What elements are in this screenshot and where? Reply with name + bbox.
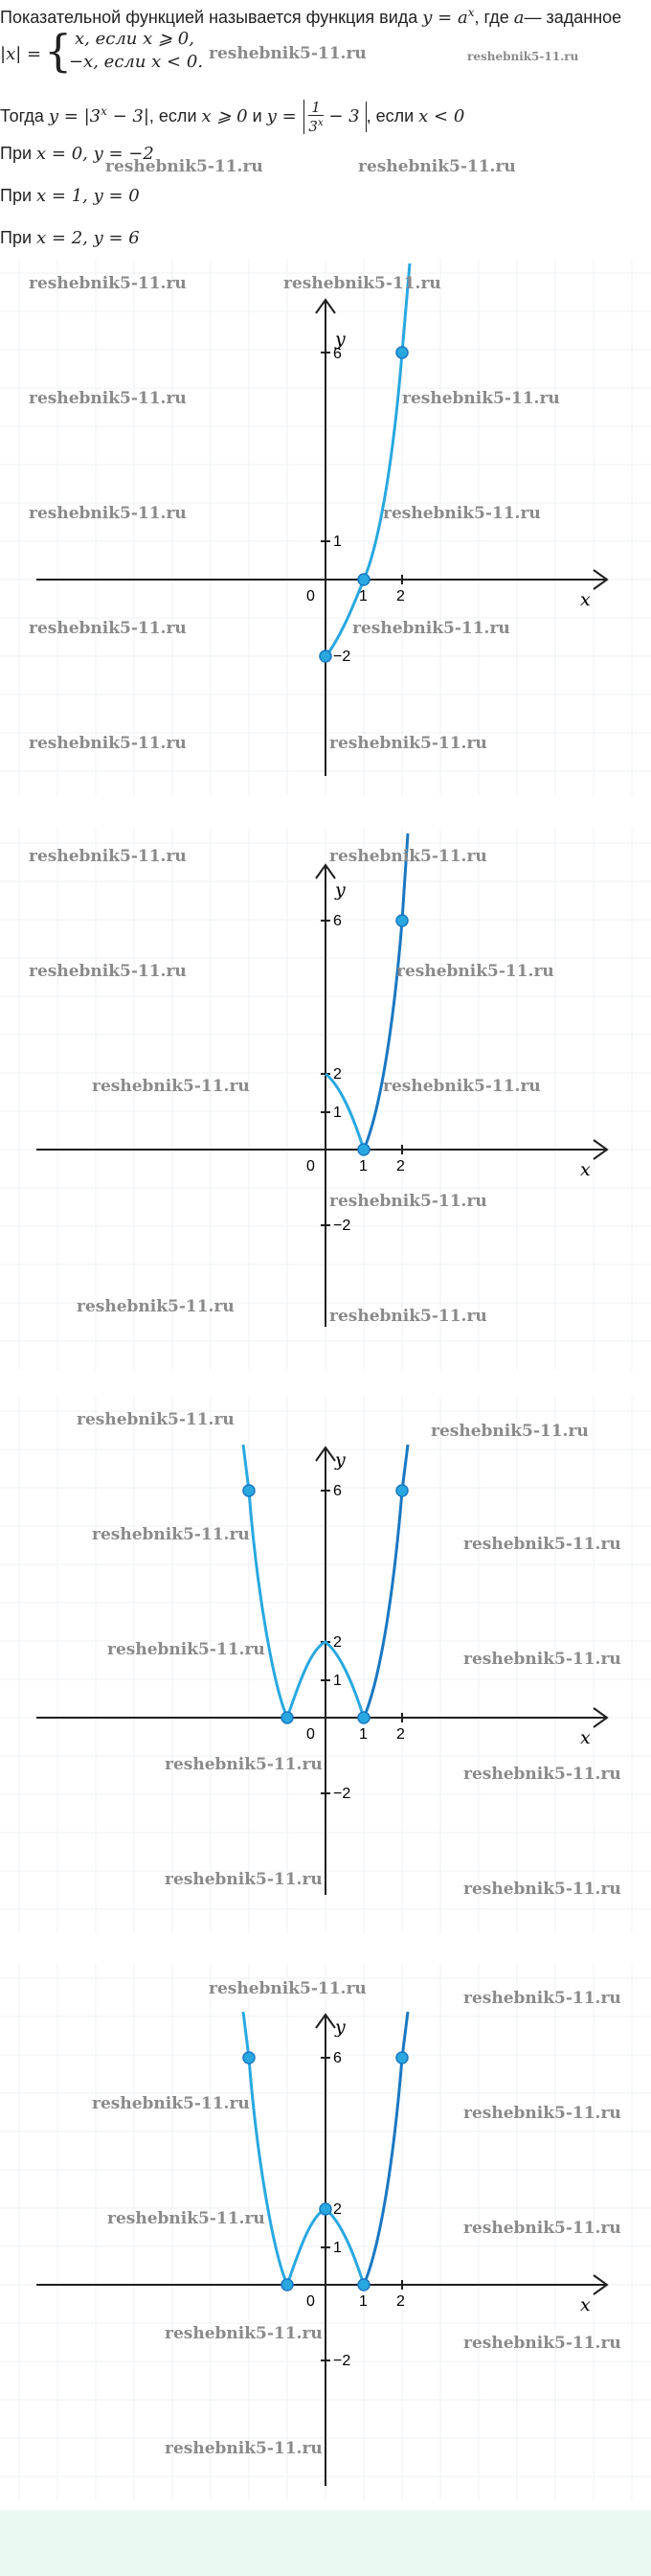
x-tick-1: 1 <box>359 588 368 604</box>
x-tick-2: 2 <box>396 2293 405 2310</box>
y-tick-6: 6 <box>333 346 342 362</box>
watermark: reshebnik5-11.ru <box>329 1192 487 1211</box>
y-tick-1: 1 <box>333 534 342 550</box>
watermark: reshebnik5-11.ru <box>165 1870 323 1889</box>
y-tick-neg2: −2 <box>333 1218 351 1234</box>
abs-brace: { <box>44 25 73 77</box>
then-if1: , если <box>148 105 202 125</box>
y-tick-2: 2 <box>333 1066 342 1083</box>
origin-label: 0 <box>306 1158 315 1174</box>
origin-label: 0 <box>306 1726 315 1743</box>
point-1-0 <box>358 1712 370 1723</box>
x-tick-2: 2 <box>396 1726 405 1743</box>
x-tick-1: 1 <box>359 2293 368 2310</box>
watermark: reshebnik5-11.ru <box>329 1307 487 1326</box>
watermark: reshebnik5-11.ru <box>396 962 554 981</box>
point-0-2 <box>320 2203 331 2215</box>
x-axis-label: x <box>580 1159 591 1180</box>
point-1-0 <box>358 574 370 585</box>
watermark: reshebnik5-11.ru <box>29 734 187 753</box>
watermark: reshebnik5-11.ru <box>165 2324 323 2343</box>
watermark: reshebnik5-11.ru <box>209 44 367 63</box>
y-tick-1: 1 <box>333 1105 342 1121</box>
watermark: reshebnik5-11.ru <box>107 2209 265 2228</box>
point-2-6 <box>396 2052 408 2063</box>
watermark: reshebnik5-11.ru <box>358 157 516 176</box>
watermark: reshebnik5-11.ru <box>29 504 187 523</box>
x-tick-1: 1 <box>359 1158 368 1174</box>
watermark: reshebnik5-11.ru <box>165 2439 323 2458</box>
watermark: reshebnik5-11.ru <box>463 1989 621 2008</box>
y-axis-label: y <box>335 1449 346 1470</box>
watermark: reshebnik5-11.ru <box>463 2334 621 2353</box>
watermark: reshebnik5-11.ru <box>329 847 487 866</box>
watermark: reshebnik5-11.ru <box>329 734 487 753</box>
y-tick-neg2: −2 <box>333 1786 351 1802</box>
graph-2 <box>0 829 651 1370</box>
watermark: reshebnik5-11.ru <box>105 157 263 176</box>
origin-label: 0 <box>306 2293 315 2310</box>
watermark: reshebnik5-11.ru <box>92 1525 250 1544</box>
point-2-6 <box>396 1485 408 1496</box>
y-tick-6: 6 <box>333 1483 342 1499</box>
then-formula2: y = <box>266 105 303 126</box>
watermark: reshebnik5-11.ru <box>463 1765 621 1784</box>
watermark: reshebnik5-11.ru <box>283 274 441 293</box>
watermark: reshebnik5-11.ru <box>107 1640 265 1659</box>
formula-y-ax: $y = a^x$ <box>422 6 475 28</box>
definition-where: , где <box>474 8 514 27</box>
x-axis-label: x <box>580 589 591 610</box>
watermark: reshebnik5-11.ru <box>467 50 579 63</box>
x-tick-2: 2 <box>396 1158 405 1174</box>
point-1-0 <box>358 2279 370 2291</box>
y-tick-2: 2 <box>333 2201 342 2218</box>
point-root-left <box>281 2279 293 2291</box>
y-tick-neg2: −2 <box>333 649 351 665</box>
watermark: reshebnik5-11.ru <box>352 619 510 638</box>
value-at-1: При x = 1, y = 0 <box>0 186 140 206</box>
point-2-6 <box>396 915 408 926</box>
watermark: reshebnik5-11.ru <box>463 1650 621 1669</box>
abs-case1: x, если x ⩾ 0, <box>75 29 194 49</box>
x-axis-label: x <box>580 1727 591 1748</box>
watermark: reshebnik5-11.ru <box>431 1422 589 1441</box>
footer-band <box>0 2510 651 2576</box>
then-and: и <box>247 105 267 125</box>
abs-lhs: |x| = <box>0 44 42 64</box>
watermark: reshebnik5-11.ru <box>92 1077 250 1096</box>
watermark: reshebnik5-11.ru <box>209 1979 367 1998</box>
watermark: reshebnik5-11.ru <box>383 504 541 523</box>
graph-1 <box>0 259 651 795</box>
definition-line <box>0 6 621 28</box>
point-neg1-6 <box>243 1485 255 1496</box>
value-at-0: При x = 0, y = −2 <box>0 144 154 164</box>
watermark: reshebnik5-11.ru <box>165 1755 323 1774</box>
watermark: reshebnik5-11.ru <box>383 1077 541 1096</box>
watermark: reshebnik5-11.ru <box>463 2219 621 2238</box>
value-at-2: При x = 2, y = 6 <box>0 228 140 248</box>
point-root-left <box>281 1712 293 1723</box>
point-2-6 <box>396 347 408 358</box>
x-tick-2: 2 <box>396 588 405 604</box>
y-axis-label: y <box>335 2017 346 2038</box>
then-if2: , если <box>366 105 419 125</box>
point-0--2 <box>320 650 331 662</box>
y-tick-2: 2 <box>333 1634 342 1651</box>
watermark: reshebnik5-11.ru <box>29 619 187 638</box>
watermark: reshebnik5-11.ru <box>402 389 560 408</box>
x-axis-label: x <box>580 2294 591 2315</box>
then-line <box>0 100 464 134</box>
then-cond1: x ⩾ 0 <box>201 105 248 126</box>
then-prefix: Тогда <box>0 105 49 125</box>
watermark: reshebnik5-11.ru <box>92 2094 250 2113</box>
then-formula1: $y = |3^x - 3|$ <box>48 103 149 126</box>
point-neg1-6 <box>243 2052 255 2063</box>
watermark: reshebnik5-11.ru <box>29 847 187 866</box>
x-tick-1: 1 <box>359 1726 368 1743</box>
y-tick-1: 1 <box>333 1673 342 1689</box>
watermark: reshebnik5-11.ru <box>463 1535 621 1554</box>
definition-prefix: Показательной функцией называется функция вида <box>0 8 423 27</box>
then-fraction: $\frac{1}{3^x}$ − 3 <box>303 100 363 134</box>
y-axis-label: y <box>335 879 346 900</box>
y-axis-label: y <box>335 329 346 350</box>
then-cond2: x < 0 <box>418 105 465 126</box>
watermark: reshebnik5-11.ru <box>463 1880 621 1899</box>
watermark: reshebnik5-11.ru <box>77 1410 235 1429</box>
watermark: reshebnik5-11.ru <box>463 2104 621 2123</box>
watermark: reshebnik5-11.ru <box>29 274 187 293</box>
definition-end: — заданное <box>524 8 622 27</box>
y-tick-6: 6 <box>333 2050 342 2066</box>
point-1-0 <box>358 1144 370 1155</box>
watermark: reshebnik5-11.ru <box>29 389 187 408</box>
origin-label: 0 <box>306 588 315 604</box>
var-a: a <box>513 8 525 28</box>
abs-case2: −x, если x < 0. <box>69 52 204 72</box>
y-tick-6: 6 <box>333 913 342 929</box>
watermark: reshebnik5-11.ru <box>77 1297 235 1316</box>
y-tick-1: 1 <box>333 2240 342 2256</box>
watermark: reshebnik5-11.ru <box>29 962 187 981</box>
y-tick-neg2: −2 <box>333 2353 351 2369</box>
